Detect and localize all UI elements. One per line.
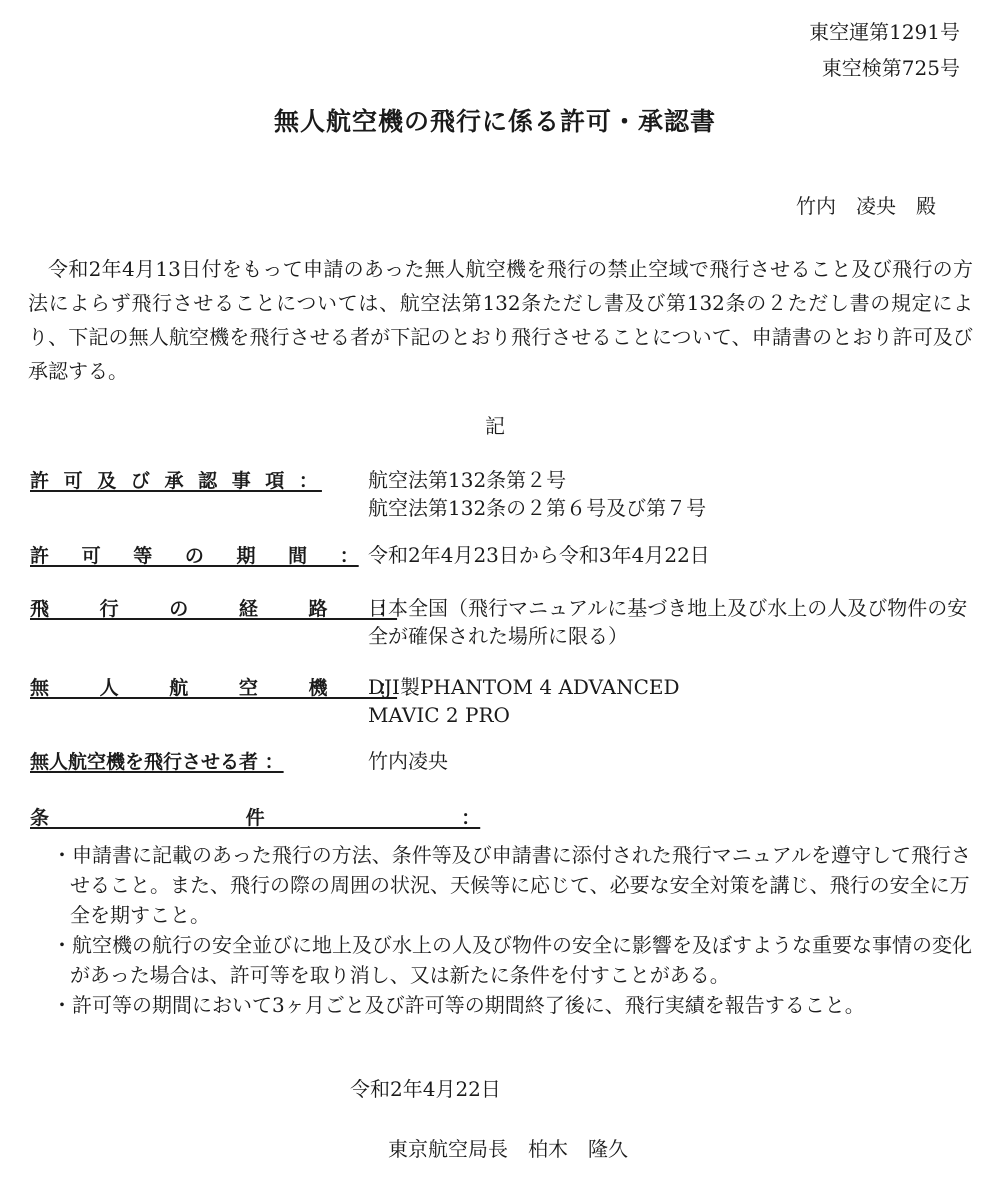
- reference-numbers: [809, 14, 960, 86]
- condition-item: ・ 航空機の航行の安全並びに地上及び水上の人及び物件の安全に影響を及ぼすような重要な事情の変化があった場合は、許可等を取り消し、又は新たに条件を付すことがある。: [56, 930, 976, 990]
- document-title: 無人航空機の飛行に係る許可・承認書: [273, 107, 716, 136]
- permission-item-line: 航空法第132条の２第６号及び第７号: [368, 496, 707, 520]
- issuer: 東京航空局長 柏木 隆久: [388, 1137, 628, 1161]
- permission-items-label: 許 可 及 び 承 認 事 項 ：: [30, 470, 322, 492]
- route-label: 飛 行 の 経 路 ：: [30, 598, 398, 620]
- aircraft-line: DJI製PHANTOM 4 ADVANCED: [368, 675, 680, 699]
- operator-label: 無人航空機を飛行させる者 ：: [30, 751, 284, 773]
- period-label: 許 可 等 の 期 間 ：: [30, 545, 359, 567]
- body-paragraph: 令和2年4月13日付をもって申請のあった無人航空機を飛行の禁止空域で飛行させること及び飛行の方法によらず飛行させることについては、航空法第132条ただし書及び第132条の２ただし書の規定により、下記の無人航空機を飛行させる者が下記のとおり飛行させることについて、申請書のとおり許可及び承認する。: [28, 257, 973, 383]
- addressee: 竹内 凌央 殿: [796, 194, 936, 218]
- ki-heading: 記: [485, 414, 505, 438]
- reference-number-inspection: 東空検第725号: [821, 56, 960, 80]
- operator-line: 竹内凌央: [368, 749, 448, 773]
- route-line: 日本全国（飛行マニュアルに基づき地上及び水上の人及び物件の安全が確保された場所に限る）: [368, 596, 968, 648]
- period-line: 令和2年4月23日から令和3年4月22日: [368, 543, 710, 567]
- aircraft-value: [368, 673, 978, 729]
- condition-item: ・ 申請書に記載のあった飛行の方法、条件等及び申請書に添付された飛行マニュアルを遵守して飛行させること。また、飛行の際の周囲の状況、天候等に応じて、必要な安全対策を講じ、飛行の安全に万全を期すこと。: [56, 840, 976, 930]
- issue-date: 令和2年4月22日: [350, 1077, 501, 1101]
- aircraft-line: MAVIC 2 PRO: [368, 703, 510, 727]
- permission-items-value: [368, 466, 978, 522]
- permission-item-line: 航空法第132条第２号: [368, 468, 567, 492]
- operator-value: [368, 747, 978, 775]
- period-value: [368, 541, 978, 569]
- conditions-list: [56, 840, 976, 1020]
- aircraft-label: 無 人 航 空 機 ：: [30, 677, 398, 699]
- condition-item: ・ 許可等の期間において3ヶ月ごと及び許可等の期間終了後に、飛行実績を報告すること。: [56, 990, 976, 1020]
- conditions-label: 条 件 ：: [30, 807, 481, 829]
- route-value: [368, 594, 978, 650]
- reference-number-transport: 東空運第1291号: [809, 20, 960, 44]
